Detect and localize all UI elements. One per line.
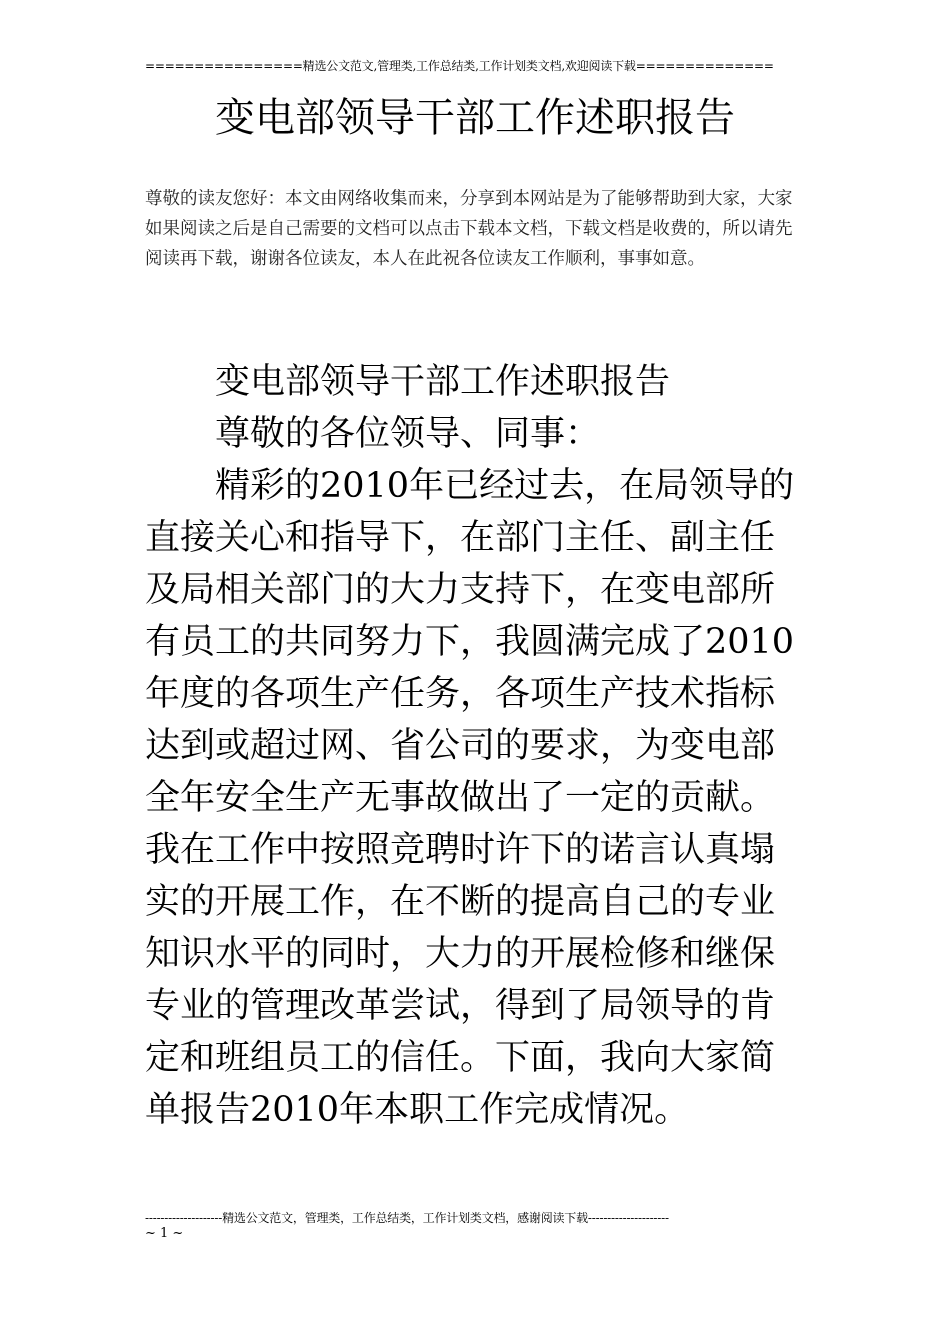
- body-paragraph: 精彩的2010年已经过去，在局领导的直接关心和指导下，在部门主任、副主任及局相关部门的大力支持下，在变电部所有员工的共同努力下，我圆满完成了2010年度的各项生产任务，各项生产技术指标达到或超过网、省公司的要求，为变电部全年安全生产无事故做出了一定的贡献。我在工作中按照竞聘时许下的诺言认真塌实的开展工作，在不断的提高自己的专业知识水平的同时，大力的开展检修和继保专业的管理改革尝试，得到了局领导的肯定和班组员工的信任。下面，我向大家简单报告2010年本职工作完成情况。: [145, 466, 795, 1130]
- document-title: 变电部领导干部工作述职报告: [215, 95, 735, 141]
- footer-banner: --------------------精选公文范文，管理类，工作总结类，工作计划类文档，感谢阅读下载---------------------: [145, 1211, 669, 1225]
- salutation: 尊敬的各位领导、同事：: [215, 414, 601, 454]
- page-number: ~ 1 ~: [145, 1226, 184, 1241]
- header-banner: ================精选公文范文,管理类,工作总结类,工作计划类文档,欢迎阅读下载==============: [145, 59, 774, 73]
- document-body: [145, 356, 809, 1136]
- reader-notice: 尊敬的读友您好：本文由网络收集而来，分享到本网站是为了能够帮助到大家，大家如果阅读之后是自己需要的文档可以点击下载本文档，下载文档是收费的，所以请先阅读再下载，谢谢各位读友，本人在此祝各位读友工作顺利，事事如意。: [145, 189, 793, 269]
- body-title: 变电部领导干部工作述职报告: [215, 362, 671, 402]
